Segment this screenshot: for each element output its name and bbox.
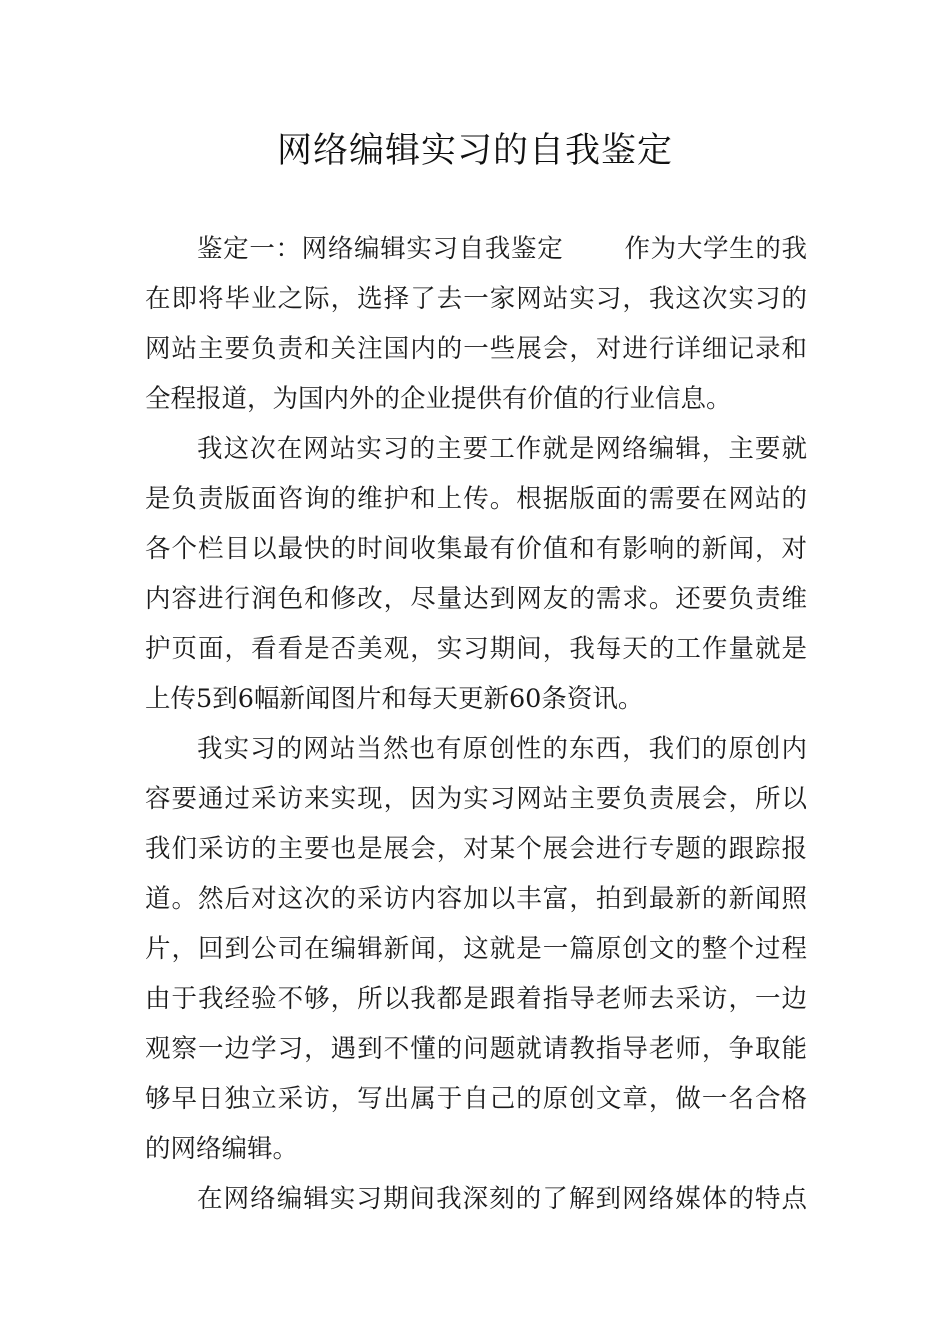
paragraph-line: 我实习的网站当然也有原创性的东西，我们的原创内	[197, 734, 807, 764]
paragraph-line: 上传5到6幅新闻图片和每天更新60条资讯。	[145, 684, 644, 714]
paragraph-line: 由于我经验不够，所以我都是跟着指导老师去采访，一边	[145, 984, 807, 1014]
document-body	[145, 224, 807, 1224]
paragraph-line: 我这次在网站实习的主要工作就是网络编辑，主要就	[197, 434, 807, 464]
paragraph-line: 全程报道，为国内外的企业提供有价值的行业信息。	[145, 384, 732, 414]
paragraph-line: 够早日独立采访，写出属于自己的原创文章，做一名合格	[145, 1084, 807, 1114]
document-title: 网络编辑实习的自我鉴定	[276, 131, 673, 171]
paragraph-line: 在网络编辑实习期间我深刻的了解到网络媒体的特点	[197, 1184, 807, 1214]
paragraph-line: 的网络编辑。	[145, 1134, 299, 1164]
paragraph-line: 我们采访的主要也是展会，对某个展会进行专题的跟踪报	[145, 834, 807, 864]
paragraph-line: 观察一边学习，遇到不懂的问题就请教指导老师，争取能	[145, 1034, 807, 1064]
paragraph-line: 道。然后对这次的采访内容加以丰富，拍到最新的新闻照	[145, 884, 807, 914]
paragraph-line: 鉴定一：网络编辑实习自我鉴定 作为大学生的我	[197, 234, 807, 264]
paragraph-line: 片，回到公司在编辑新闻，这就是一篇原创文的整个过程	[145, 934, 807, 964]
paragraph-line: 各个栏目以最快的时间收集最有价值和有影响的新闻，对	[145, 534, 807, 564]
paragraph-line: 容要通过采访来实现，因为实习网站主要负责展会，所以	[145, 784, 807, 814]
paragraph-line: 护页面，看看是否美观，实习期间，我每天的工作量就是	[145, 634, 807, 664]
paragraph-line: 是负责版面咨询的维护和上传。根据版面的需要在网站的	[145, 484, 807, 514]
paragraph-line: 在即将毕业之际，选择了去一家网站实习，我这次实习的	[145, 284, 807, 314]
paragraph-line: 网站主要负责和关注国内的一些展会，对进行详细记录和	[145, 334, 807, 364]
paragraph-line: 内容进行润色和修改，尽量达到网友的需求。还要负责维	[145, 584, 807, 614]
